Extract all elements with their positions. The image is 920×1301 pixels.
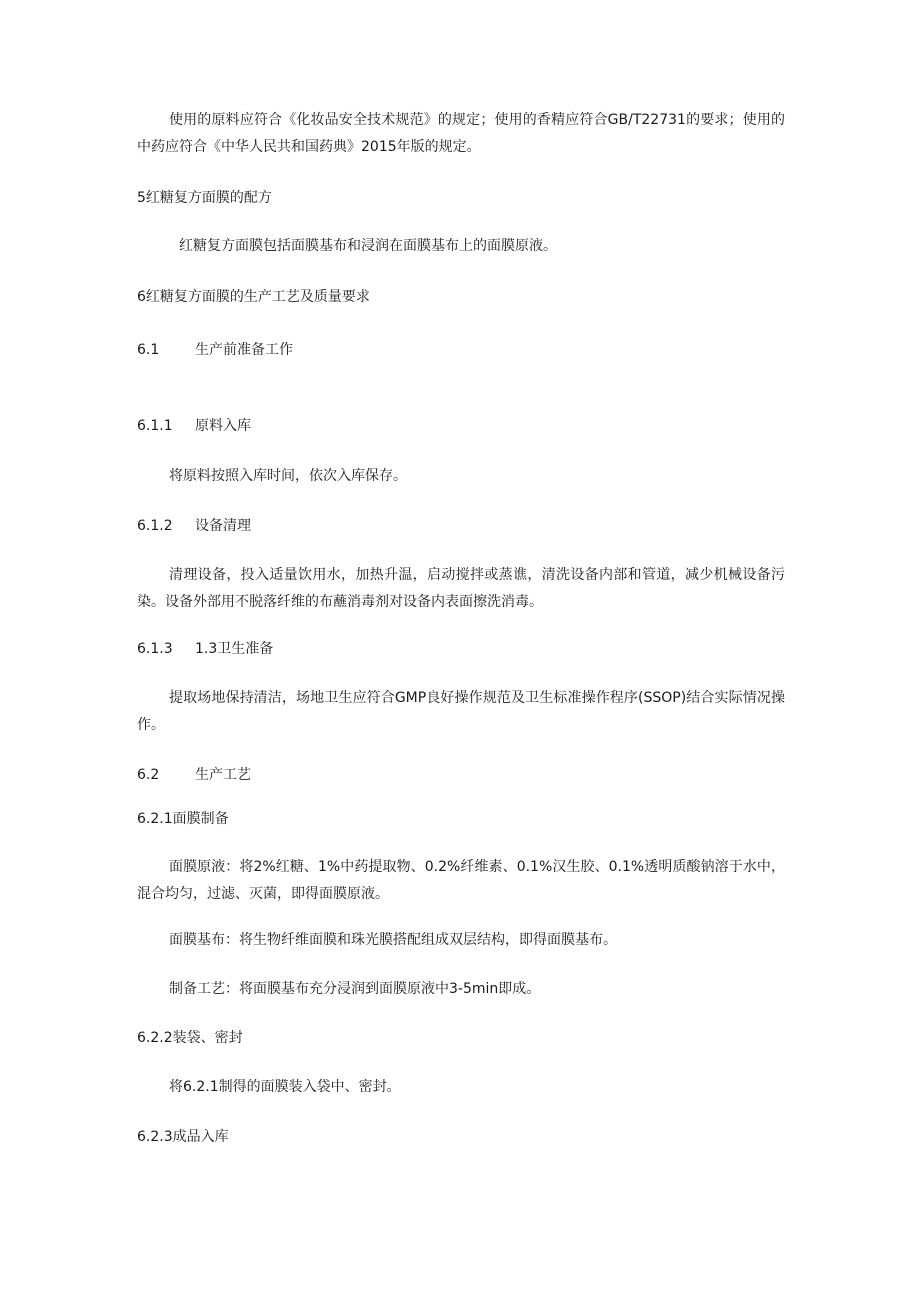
heading-6-1-2-number: 6.1.2 xyxy=(137,518,173,534)
paragraph-raw-materials: 使用的原料应符合《化妆品安全技术规范》的规定；使用的香精应符合GB/T22731的要求；使用的中药应符合《中华人民共和国药典》2015年版的规定。 xyxy=(137,112,785,155)
paragraph-6-1-2: 清理设备，投入适量饮用水，加热升温，启动搅拌或蒸谯，清洗设备内部和管道，减少机械设备污染。设备外部用不脱落纤维的布蘸消毒剂对设备内表面擦洗消毒。 xyxy=(137,567,785,610)
heading-6-2-3: 6.2.3成品入库 xyxy=(137,1129,229,1145)
paragraph-6-2-2: 将6.2.1制得的面膜装入袋中、密封。 xyxy=(169,1079,401,1095)
heading-6-1 xyxy=(137,337,785,364)
paragraph-mask-liquid: 面膜原液：将2%红糖、1%中药提取物、0.2%纤维素、0.1%汉生胶、0.1%透明质酸钠溶于水中，混合均匀，过滤、灭菌，即得面膜原液。 xyxy=(137,859,785,902)
heading-6-1-1-number: 6.1.1 xyxy=(137,418,173,434)
heading-6-1-2-title: 设备清理 xyxy=(195,518,251,534)
heading-6-1-2 xyxy=(137,513,785,540)
heading-6-1-number: 6.1 xyxy=(137,342,160,358)
paragraph-5: 红糖复方面膜包括面膜基布和浸润在面膜基布上的面膜原液。 xyxy=(179,238,557,254)
heading-6-1-title: 生产前准备工作 xyxy=(195,342,293,358)
heading-5: 5红糖复方面膜的配方 xyxy=(137,190,272,206)
heading-6-2-number: 6.2 xyxy=(137,767,160,783)
paragraph-mask-base: 面膜基布：将生物纤维面膜和珠光膜搭配组成双层结构，即得面膜基布。 xyxy=(169,932,617,948)
heading-6-2-2: 6.2.2装袋、密封 xyxy=(137,1030,243,1046)
heading-6-1-1 xyxy=(137,413,785,440)
paragraph-6-1-1: 将原料按照入库时间，依次入库保存。 xyxy=(169,468,407,484)
heading-6-2-title: 生产工艺 xyxy=(195,767,251,783)
paragraph-6-1-3: 提取场地保持清洁，场地卫生应符合GMP良好操作规范及卫生标准操作程序(SSOP)结合实际情况操作。 xyxy=(137,690,785,733)
heading-6-1-3 xyxy=(137,636,785,663)
heading-6: 6红糖复方面膜的生产工艺及质量要求 xyxy=(137,289,370,305)
heading-6-1-3-number: 6.1.3 xyxy=(137,641,173,657)
heading-6-1-3-title: 1.3卫生准备 xyxy=(195,641,274,657)
heading-6-2-1: 6.2.1面膜制备 xyxy=(137,811,229,827)
heading-6-2 xyxy=(137,762,785,789)
heading-6-1-1-title: 原料入库 xyxy=(195,418,251,434)
paragraph-preparation-process: 制备工艺：将面膜基布充分浸润到面膜原液中3-5min即成。 xyxy=(169,981,541,997)
